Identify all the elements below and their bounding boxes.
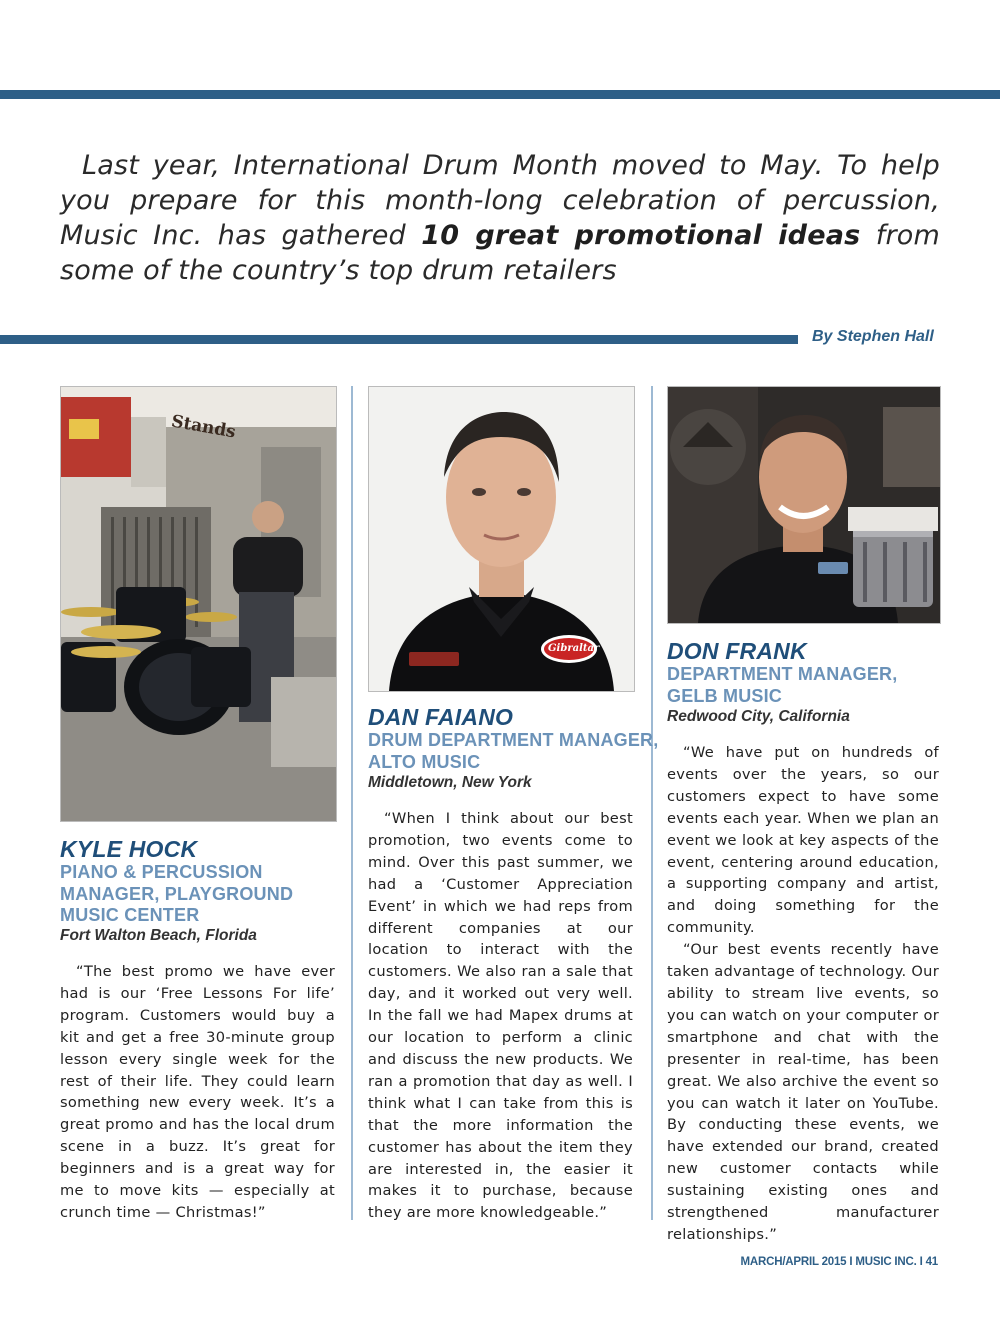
title-line: DRUM DEPARTMENT MANAGER, (368, 730, 659, 750)
name-dan-faiano: DAN FAIANO (368, 704, 514, 730)
byline-rule (0, 335, 798, 344)
title-dan-faiano (368, 730, 658, 773)
title-line: DEPARTMENT MANAGER, (667, 664, 898, 684)
quote-paragraph: “Our best events recently have taken advantage of technology. Our ability to stream live events, so you can watch on your computer or smartphone and chat with the presenter in real-time, has been great. We also archive the event so you can watch it later on YouTube. By conducting these events, we have extended our brand, created new customer contacts while sustaining existing ones and strengthened manufacturer relationships.” (667, 941, 939, 1243)
photo-don-frank (667, 386, 941, 624)
intro-highlight: 10 great promotional ideas (421, 220, 861, 251)
photo-dan-faiano (368, 386, 635, 692)
intro-text-end: from some of the country’s top drum retailers (60, 220, 940, 286)
photo-patch-gibraltar: Gibraltar (548, 643, 600, 654)
name-don-frank: DON FRANK (667, 638, 807, 664)
title-kyle-hock (60, 862, 293, 927)
quote-don-frank (667, 742, 939, 1246)
quote-paragraph: “We have put on hundreds of events over the years, so our customers expect to have some events each year. When we plan an event we look at key aspects of the event, centering around education, a supporting company and artist, and doing something for the community. (667, 744, 939, 937)
location-kyle-hock: Fort Walton Beach, Florida (60, 927, 257, 944)
location-dan-faiano: Middletown, New York (368, 774, 532, 791)
title-line: ALTO MUSIC (368, 751, 481, 772)
title-don-frank (667, 664, 897, 707)
quote-kyle-hock (60, 961, 335, 1224)
intro-text-start: Last year, International Drum Month moved to May. To help you prepare for this month-long celebration of percussion, Music Inc. has gathered (60, 150, 940, 251)
title-line: PIANO & PERCUSSION (60, 862, 263, 882)
title-line: GELB MUSIC (667, 685, 783, 706)
quote-dan-faiano (368, 808, 633, 1224)
title-line: MUSIC CENTER (60, 905, 200, 925)
top-rule (0, 90, 1000, 99)
intro-deck (60, 148, 940, 288)
location-don-frank: Redwood City, California (667, 708, 850, 725)
name-kyle-hock: KYLE HOCK (60, 836, 198, 862)
column-divider-2 (651, 386, 653, 1220)
title-line: MANAGER, PLAYGROUND (60, 883, 294, 904)
store-photo-illustration (61, 387, 336, 821)
portrait-illustration (668, 387, 940, 623)
photo-sign-stands: Stands (169, 411, 238, 443)
photo-kyle-hock (60, 386, 337, 822)
byline: By Stephen Hall (812, 328, 934, 345)
quote-paragraph: “When I think about our best promotion, two events come to mind. Over this past summer, we had a ‘Customer Appreciation Event’ in which we had reps from different companies at our location to interact with the customers. We also ran a sale that day, and it worked out very well. In the fall we had Mapex drums at our location to perform a clinic and discuss the new products. We ran a promotion that day as well. I think what I can take from this is that the more information the customer has about the item they are interested in, the easier it makes it to purchase, because they are more knowledgeable.” (368, 810, 633, 1222)
quote-paragraph: “The best promo we have ever had is our ‘Free Lessons For life’ program. Customers would buy a kit and get a free 30-minute group lesson every single week for the rest of their life. They could learn something new every week. It’s a great promo and has the local drum scene in a buzz. It’s great for beginners and is a great way for me to move kits — especially at crunch time — Christmas!” (60, 963, 335, 1221)
column-divider-1 (351, 386, 353, 1220)
page-footer: MARCH/APRIL 2015 I MUSIC INC. I 41 (740, 1256, 938, 1268)
